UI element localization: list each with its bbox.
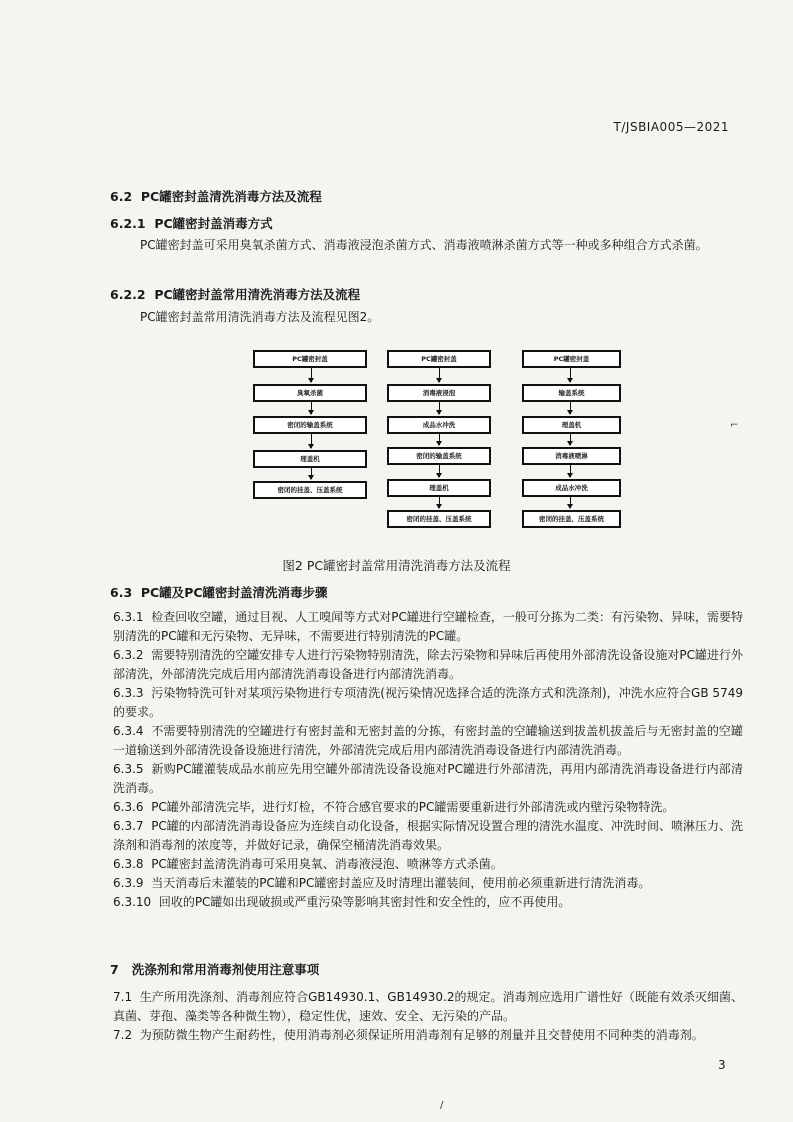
steps-list [113, 608, 743, 912]
section-title: 洗涤剂和常用消毒剂使用注意事项 [131, 962, 320, 977]
list-item [113, 722, 743, 760]
document-id: T/JSBIA005—2021 [613, 120, 729, 134]
step-text: 不需要特别清洗的空罐进行有密封盖和无密封盖的分拣，有密封盖的空罐输送到拔盖机拔盖后与无密封盖的空罐一道输送到外部清洗设备设施进行清洗，外部清洗完成后用内部清洗消毒设备进行内部清洗消毒。 [113, 724, 743, 757]
flow-box: PC罐密封盖 [387, 350, 491, 368]
step-text: 需要特别清洗的空罐安排专人进行污染物特别清洗，除去污染物和异味后再使用外部清洗设备设施对PC罐进行外部清洗，外部清洗完成后用内部清洗消毒设备进行内部清洗消毒。 [113, 648, 743, 681]
step-text: 新购PC罐灌装成品水前应先用空罐外部清洗设备设施对PC罐进行外部清洗，再用内部清洗消毒设备进行内部清洗消毒。 [113, 762, 743, 795]
step-text: 回收的PC罐如出现破损或严重污染等影响其密封性和安全性的，应不再使用。 [158, 895, 571, 909]
section-6-2-heading [110, 187, 322, 205]
section-6-2-1-text: PC罐密封盖可采用臭氧杀菌方式、消毒液浸泡杀菌方式、消毒液喷淋杀菌方式等一种或多种组合方式杀菌。 [140, 238, 708, 252]
step-number: 6.3.10 [113, 895, 152, 909]
list-item [113, 760, 743, 798]
step-number: 6.3.3 [113, 686, 144, 700]
list-item [113, 988, 743, 1026]
flow-box: 输盖系统 [522, 384, 621, 402]
item-number: 7.1 [113, 990, 133, 1004]
step-number: 6.3.9 [113, 876, 144, 890]
flow-box: 密闭的输盖系统 [253, 416, 367, 434]
section-number: 6.2 [110, 189, 133, 204]
flow-arrow [570, 434, 571, 445]
step-text: 检查回收空罐，通过目视、人工嗅闻等方式对PC罐进行空罐检查，一般可分拣为二类：有污染物、异味，需要特别清洗的PC罐和无污染物、无异味，不需要进行特别清洗的PC罐。 [113, 610, 743, 643]
flow-arrow [439, 465, 440, 477]
flow-box: 理盖机 [387, 479, 491, 497]
flow-box: 理盖机 [522, 416, 621, 434]
scan-mark-icon: ⌐ [730, 420, 739, 431]
flow-arrow [570, 402, 571, 414]
list-item [113, 1026, 743, 1045]
section-title: PC罐密封盖消毒方式 [154, 216, 273, 231]
flow-arrow [439, 434, 440, 445]
step-number: 6.3.7 [113, 819, 144, 833]
step-number: 6.3.1 [113, 610, 144, 624]
step-number: 6.3.4 [113, 724, 144, 738]
section-number: 7 [110, 962, 119, 977]
flow-box: 消毒液浸泡 [387, 384, 491, 402]
step-text: PC罐的内部清洗消毒设备应为连续自动化设备，根据实际情况设置合理的清洗水温度、冲洗时间、喷淋压力、洗涤剂和消毒剂的浓度等，并做好记录，确保空桶清洗消毒效果。 [113, 819, 743, 852]
section-6-2-2-text: PC罐密封盖常用清洗消毒方法及流程见图2。 [140, 310, 380, 324]
list-item [113, 608, 743, 646]
list-item [113, 684, 743, 722]
flow-box: 密闭的挂盖、压盖系统 [253, 481, 367, 499]
step-number: 6.3.6 [113, 800, 144, 814]
flow-box: 消毒液喷淋 [522, 447, 621, 465]
flow-arrow [570, 368, 571, 382]
step-number: 6.3.2 [113, 648, 144, 662]
section-7-list [113, 988, 743, 1045]
section-number: 6.3 [110, 585, 133, 600]
section-number: 6.2.1 [110, 216, 146, 231]
list-item [113, 855, 743, 874]
section-7-heading [110, 960, 319, 978]
page-number: 3 [718, 1058, 726, 1072]
list-item [113, 817, 743, 855]
section-6-2-1-heading [110, 214, 273, 232]
section-title: PC罐密封盖清洗消毒方法及流程 [140, 189, 322, 204]
step-number: 6.3.5 [113, 762, 144, 776]
list-item [113, 646, 743, 684]
section-title: PC罐密封盖常用清洗消毒方法及流程 [154, 287, 361, 302]
flow-box: 密闭的挂盖、压盖系统 [387, 510, 491, 528]
flow-box: 理盖机 [253, 450, 367, 468]
section-6-2-2-heading [110, 285, 360, 303]
flow-arrow [570, 465, 571, 477]
flow-arrow [439, 368, 440, 382]
flow-arrow [311, 468, 312, 479]
item-text: 为预防微生物产生耐药性，使用消毒剂必须保证所用消毒剂有足够的剂量并且交替使用不同种类的消毒剂。 [139, 1028, 704, 1042]
flow-arrow [311, 434, 312, 448]
section-title: PC罐及PC罐密封盖清洗消毒步骤 [140, 585, 328, 600]
step-number: 6.3.8 [113, 857, 144, 871]
item-text: 生产所用洗涤剂、消毒剂应符合GB14930.1、GB14930.2的规定。消毒剂应选用广谱性好（既能有效杀灭细菌、真菌、芽孢、藻类等各种微生物），稳定性优，速效、安全、无污染的产品。 [113, 990, 744, 1023]
step-text: 当天消毒后未灌装的PC罐和PC罐密封盖应及时清理出灌装间，使用前必须重新进行清洗消毒。 [151, 876, 651, 890]
flow-arrow [439, 497, 440, 508]
flow-box: 成品水冲洗 [387, 416, 491, 434]
scan-mark-icon: / [440, 1100, 444, 1111]
flow-arrow [311, 368, 312, 382]
flow-arrow [311, 402, 312, 414]
list-item [113, 798, 743, 817]
item-number: 7.2 [113, 1028, 133, 1042]
section-number: 6.2.2 [110, 287, 146, 302]
flow-arrow [570, 497, 571, 508]
flow-box: 成品水冲洗 [522, 479, 621, 497]
flow-box: PC罐密封盖 [522, 350, 621, 368]
figure-caption: 图2 PC罐密封盖常用清洗消毒方法及流程 [282, 558, 511, 573]
step-text: 污染物特洗可针对某项污染物进行专项清洗(视污染情况选择合适的洗涤方式和洗涤剂)，冲洗水应符合GB 5749的要求。 [113, 686, 743, 719]
section-6-3-heading [110, 583, 328, 601]
flow-box: 密闭的挂盖、压盖系统 [522, 510, 621, 528]
flow-box: 密闭的输盖系统 [387, 447, 491, 465]
flow-box: 臭氧杀菌 [253, 384, 367, 402]
step-text: PC罐密封盖清洗消毒可采用臭氧、消毒液浸泡、喷淋等方式杀菌。 [151, 857, 503, 871]
list-item [113, 874, 743, 893]
flow-box: PC罐密封盖 [253, 350, 367, 368]
flow-arrow [439, 402, 440, 414]
step-text: PC罐外部清洗完毕，进行灯检，不符合感官要求的PC罐需要重新进行外部清洗或内壁污染物特洗。 [151, 800, 675, 814]
list-item [113, 893, 743, 912]
